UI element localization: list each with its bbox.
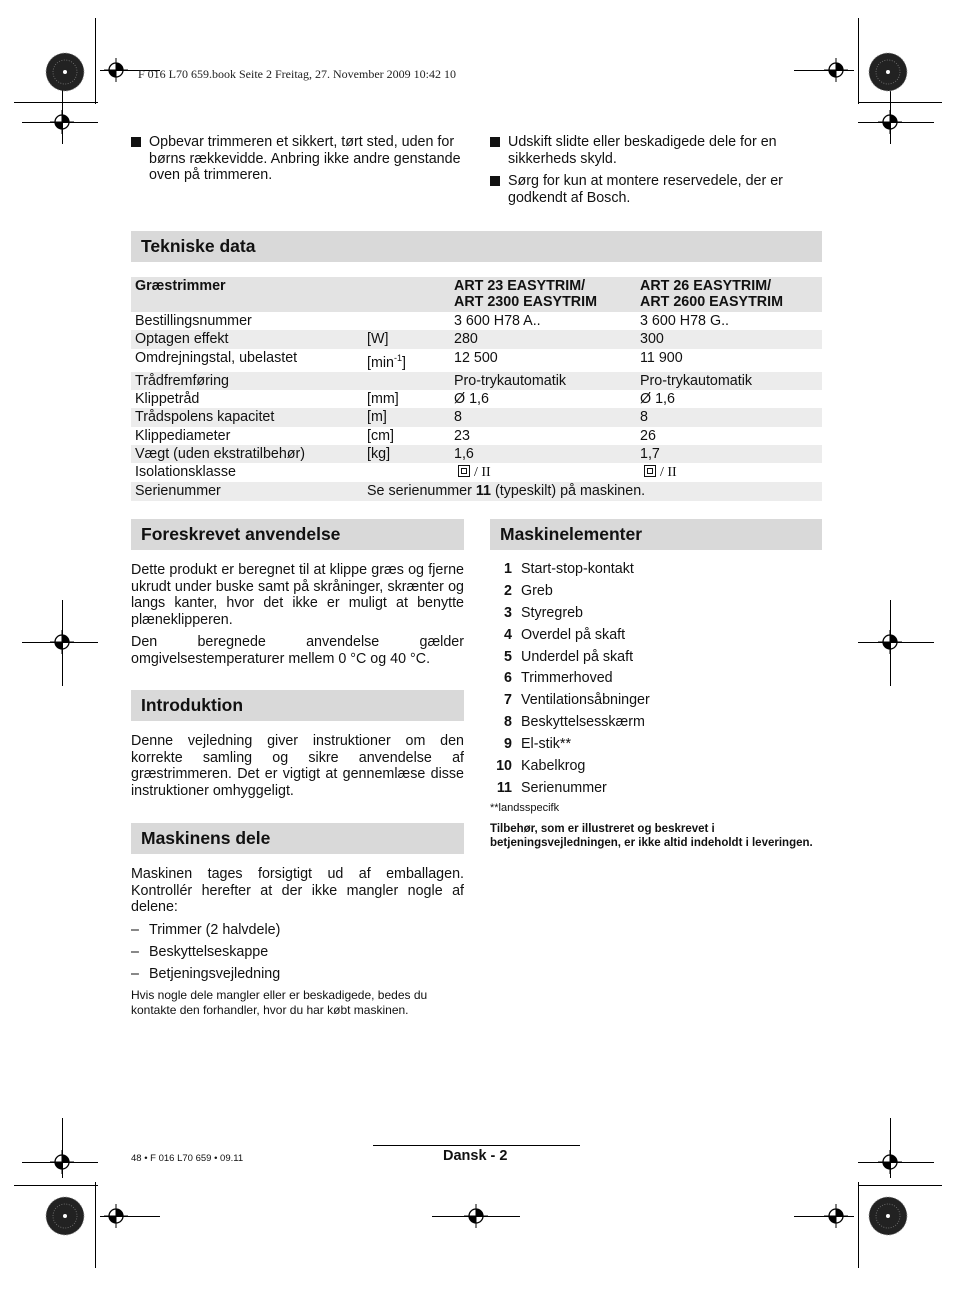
list-item: 2 Greb — [504, 582, 553, 599]
table-header-cell: ART 26 EASYTRIM/ ART 2600 EASYTRIM — [636, 277, 822, 312]
registration-mark-icon — [878, 1150, 902, 1174]
protection-class-icon — [458, 465, 470, 477]
foreskrevet-body — [131, 562, 464, 673]
page-label: Dansk - 2 — [443, 1148, 508, 1164]
paragraph: Dette produkt er beregnet til at klippe græs og fjerne ukrudt under buske samt på skråninger, skrænter og langs kanter, hvor det ikke er muligt at benytte plæneklipperen. — [131, 562, 464, 628]
introduktion-body — [131, 733, 464, 805]
list-item: – Beskyttelseskappe — [131, 944, 464, 961]
table-row: Trådspolens kapacitet [m] 8 8 — [131, 408, 822, 426]
table-row: Klippetråd [mm] Ø 1,6 Ø 1,6 — [135, 390, 675, 407]
top-left-bullets — [131, 134, 464, 190]
table-row: Optagen effekt [W] 280 300 — [131, 330, 822, 348]
print-header: F 016 L70 659.book Seite 2 Freitag, 27. November 2009 10:42 10 — [138, 67, 456, 81]
registration-mark-icon — [104, 58, 128, 82]
section-title-tekniske-data: Tekniske data — [131, 231, 822, 262]
registration-mark-icon — [878, 630, 902, 654]
paragraph: Maskinen tages forsigtigt ud af emballagen. Kontrollér herefter at der ikke mangler nogle af delene: — [131, 866, 464, 915]
section-title-maskinelementer: Maskinelementer — [490, 519, 822, 550]
table-row: Serienummer Se serienummer 11 (typeskilt) på maskinen. — [131, 482, 822, 500]
list-item: 9 El-stik** — [504, 736, 572, 753]
bullet-item: Sørg for kun at montere reservedele, der er godkendt af Bosch. — [490, 173, 822, 206]
registration-mark-icon — [824, 58, 848, 82]
color-target-icon — [45, 52, 85, 92]
bullet-item: Udskift slidte eller beskadigede dele for en sikkerheds skyld. — [490, 134, 822, 167]
color-target-icon — [868, 1196, 908, 1236]
parts-list — [490, 559, 822, 800]
list-item: 6 Trimmerhoved — [504, 670, 613, 687]
footer-rule — [373, 1145, 580, 1146]
table-row: Bestillingsnummer 3 600 H78 A.. 3 600 H78 G.. — [135, 313, 730, 329]
registration-mark-icon — [824, 1204, 848, 1228]
table-header-cell: ART 23 EASYTRIM/ ART 2300 EASYTRIM — [450, 277, 636, 312]
table-row: Trådfremføring Pro-trykautomatik Pro-trykautomatik — [131, 372, 822, 390]
list-item: – Trimmer (2 halvdele) — [131, 922, 464, 939]
technical-data-table — [131, 277, 822, 501]
table-row: Klippediameter [cm] 23 26 — [135, 427, 656, 444]
table-row: Vægt (uden ekstratilbehør) [kg] 1,6 1,7 — [131, 445, 822, 463]
section-title-introduktion: Introduktion — [131, 690, 464, 721]
maskinens-dele-body — [131, 866, 464, 1018]
registration-mark-icon — [50, 630, 74, 654]
footnote: **landsspecifk — [490, 802, 560, 814]
registration-mark-icon — [104, 1204, 128, 1228]
protection-class-icon — [644, 465, 656, 477]
list-item: 10 Kabelkrog — [496, 758, 586, 775]
registration-mark-icon — [50, 110, 74, 134]
bullet-item: Opbevar trimmeren et sikkert, tørt sted, uden for børns rækkevidde. Anbring ikke andre genstande oven på trimmeren. — [131, 134, 464, 184]
color-target-icon — [868, 52, 908, 92]
list-item: 4 Overdel på skaft — [504, 626, 626, 643]
note: Hvis nogle dele mangler eller er beskadigede, bedes du kontakte den forhandler, hvor du har købt maskinen. — [131, 987, 428, 1017]
table-header-row — [131, 277, 822, 312]
section-title-maskinens-dele: Maskinens dele — [131, 823, 464, 854]
list-item: 3 Styregreb — [504, 604, 583, 621]
list-item: 5 Underdel på skaft — [504, 648, 634, 665]
list-item: 11 Serienummer — [496, 779, 607, 796]
list-item: 8 Beskyttelsesskærm — [504, 714, 645, 731]
registration-mark-icon — [50, 1150, 74, 1174]
serial-cell: Se serienummer 11 (typeskilt) på maskinen. — [363, 482, 822, 500]
table-header-cell: Græstrimmer — [131, 277, 363, 312]
color-target-icon — [45, 1196, 85, 1236]
unit-cell: $[\min^{-1}]$ — [367, 352, 407, 371]
table-row: Isolationsklasse / II / II — [135, 464, 677, 481]
accessories-note: Tilbehør, som er illustreret og beskrevet i betjeningsvejledningen, er ikke altid indeholdt i leveringen. — [490, 823, 813, 849]
list-item: 7 Ventilationsåbninger — [504, 692, 650, 709]
registration-mark-icon — [464, 1204, 488, 1228]
footer-code: 48 • F 016 L70 659 • 09.11 — [131, 1153, 244, 1164]
paragraph: Denne vejledning giver instruktioner om den korrekte samling og sikre anvendelse af græstrimmeren. Det er vigtigt at gennemlæse disse instruktioner omhyggeligt. — [131, 733, 464, 799]
paragraph: Den beregnede anvendelse gælder omgivelsestemperaturer mellem 0 °C og 40 °C. — [131, 634, 464, 667]
table-row: Omdrejningstal, ubelastet $[\min^{-1}]$ 12 500 11 900 — [135, 349, 683, 371]
list-item: – Betjeningsvejledning — [131, 966, 464, 983]
list-item: 1 Start-stop-kontakt — [504, 561, 634, 577]
top-right-bullets — [490, 134, 822, 212]
section-title-foreskrevet-anvendelse: Foreskrevet anvendelse — [131, 519, 464, 550]
registration-mark-icon — [878, 110, 902, 134]
